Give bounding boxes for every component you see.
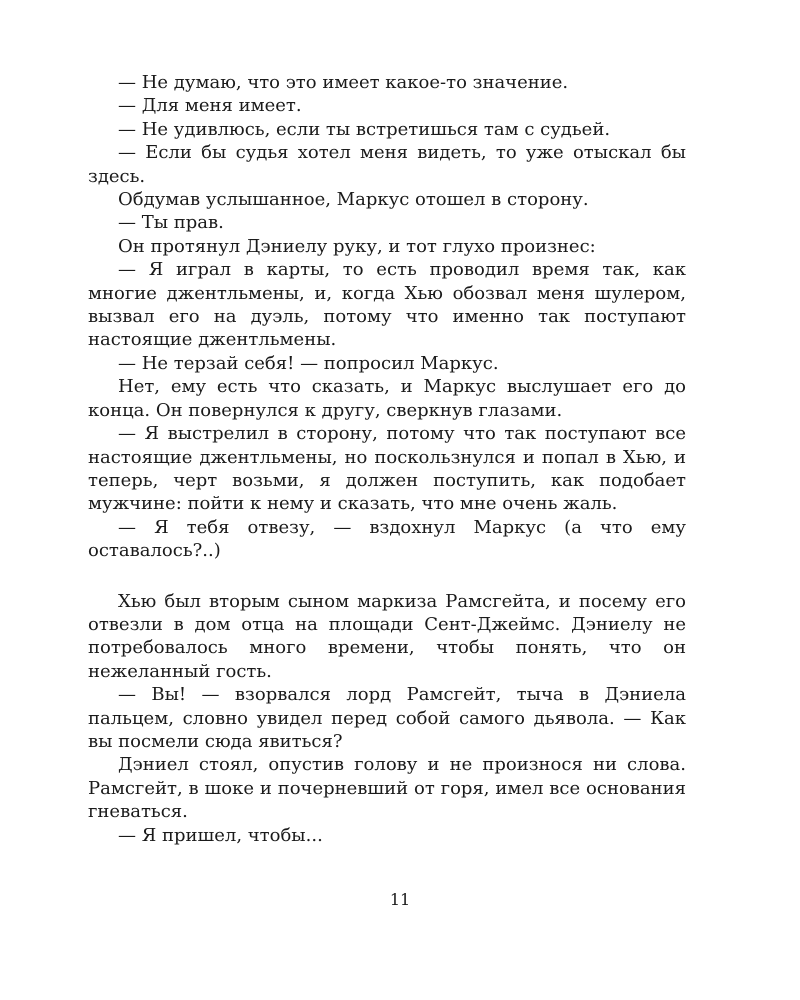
paragraph: — Я пришел, чтобы... — [118, 824, 323, 846]
paragraph: — Я выстрелил в сторону, потому что так поступают все настоящие джентльмены, но поскользнулся и попал в Хью, и теперь, черт возьми, я должен поступить, как подобает мужчине: пойти к нему и сказать, что мне очень жаль. — [88, 423, 686, 515]
paragraph: — Если бы судья хотел меня видеть, то уже отыскал бы здесь. — [88, 142, 686, 187]
paragraph: — Я играл в карты, то есть проводил время так, как многие джентльмены, и, когда Хью обозвал меня шулером, вызвал его на дуэль, потому что именно так поступают настоящие джентльмены. — [88, 259, 686, 351]
paragraph: Дэниел стоял, опустив голову и не произнося ни слова. Рамсгейт, в шоке и почерневший от горя, имел все основания гневаться. — [88, 754, 686, 823]
paragraph: — Не думаю, что это имеет какое-то значение. — [118, 72, 569, 93]
paragraph: — Для меня имеет. — [118, 95, 302, 117]
section-break — [88, 563, 686, 590]
paragraph: Он протянул Дэниелу руку, и тот глухо произнес: — [118, 235, 596, 257]
paragraph: — Не терзай себя! — попросил Маркус. — [118, 352, 499, 374]
paragraph: — Ты прав. — [118, 212, 224, 234]
page-text — [88, 71, 686, 847]
paragraph: — Вы! — взорвался лорд Рамсгейт, тыча в Дэниела пальцем, словно увидел перед собой самого дьявола. — Как вы посмели сюда явиться? — [88, 684, 686, 752]
paragraph: — Не удивлюсь, если ты встретишься там с судьей. — [118, 118, 611, 140]
page-number: 11 — [389, 890, 411, 909]
paragraph: Обдумав услышанное, Маркус отошел в сторону. — [118, 189, 589, 211]
paragraph: Хью был вторым сыном маркиза Рамсгейта, и посему его отвезли в дом отца на площади Сент-Джеймс. Дэниелу не потребовалось много времени, чтобы понять, что он нежеланный гость. — [88, 590, 686, 682]
paragraph: Нет, ему есть что сказать, и Маркус выслушает его до конца. Он повернулся к другу, сверкнув глазами. — [88, 376, 686, 421]
paragraph: — Я тебя отвезу, — вздохнул Маркус (а что ему оставалось?..) — [88, 516, 686, 562]
